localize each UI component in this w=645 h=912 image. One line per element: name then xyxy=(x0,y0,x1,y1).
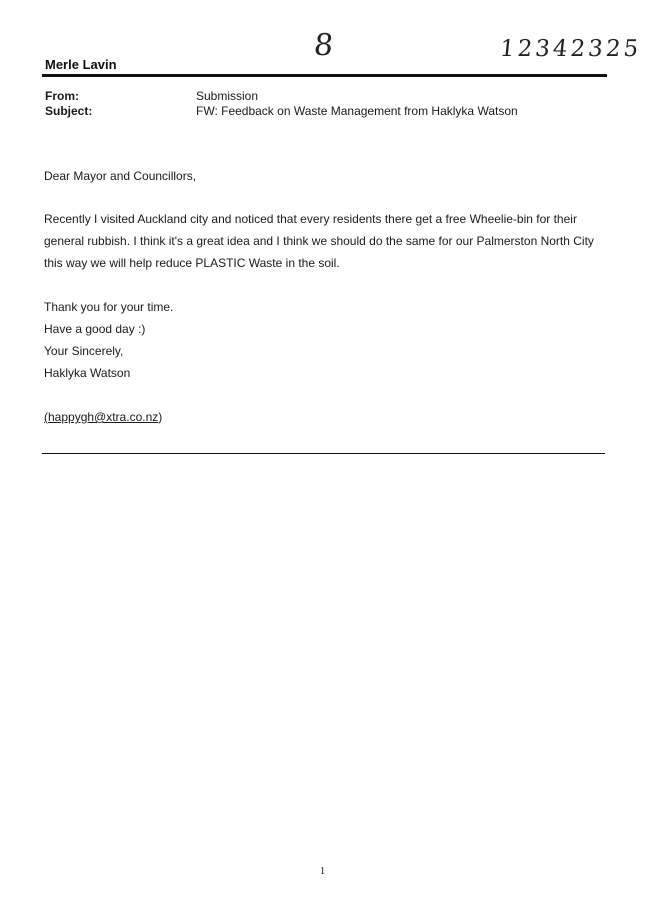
subject-value: FW: Feedback on Waste Management from Haklyka Watson xyxy=(196,104,518,118)
from-label: From: xyxy=(45,89,79,103)
body-divider xyxy=(42,453,605,454)
from-value: Submission xyxy=(196,89,259,103)
handwritten-document-id: 12342325 xyxy=(498,36,643,62)
email-link[interactable]: happygh@xtra.co.nz xyxy=(48,410,159,424)
greeting: Dear Mayor and Councillors, xyxy=(44,169,197,183)
sender-name: Merle Lavin xyxy=(45,57,117,72)
header-divider xyxy=(42,74,607,77)
closing-line: Have a good day :) xyxy=(44,322,146,336)
signature-name: Haklyka Watson xyxy=(44,366,131,380)
closing-block xyxy=(44,296,609,384)
page-number: 1 xyxy=(319,865,326,877)
closing-line: Your Sincerely, xyxy=(44,344,124,358)
email-paren-close: ) xyxy=(158,410,163,424)
email-line xyxy=(44,406,609,428)
subject-label: Subject: xyxy=(45,104,93,118)
closing-line: Thank you for your time. xyxy=(44,300,174,314)
body-paragraph: Recently I visited Auckland city and noticed that every residents there get a free Wheelie-bin for their general rubbish. I think it's a great idea and I think we should do the same for our Palmerston North City this way we will help reduce PLASTIC Waste in the soil. xyxy=(44,212,594,270)
handwritten-page-mark: 8 xyxy=(312,28,337,63)
email-paren-open: ( xyxy=(44,410,48,424)
